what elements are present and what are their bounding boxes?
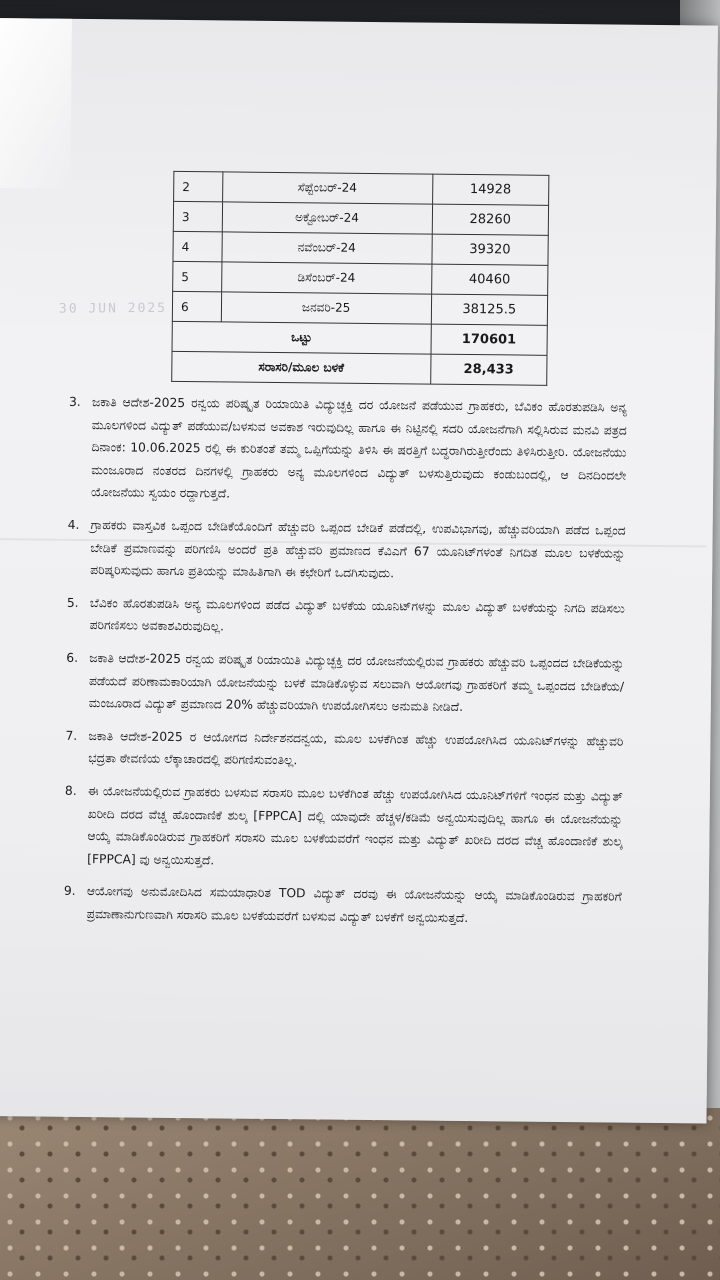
condition-number: 7. <box>65 728 78 743</box>
condition-text: ಬೆವಿಕಂ ಹೊರತುಪಡಿಸಿ ಅನ್ಯ ಮೂಲಗಳಿಂದ ಪಡೆದ ವಿದ್ಯುತ್ ಬಳಕೆಯ ಯೂನಿಟ್‌ಗಳನ್ನು ಮೂಲ ವಿದ್ಯುತ್ ಬಳಕೆಯನ್ನು ನಿಗದಿ ಪಡಿಸಲು ಪರಿಗಣಿಸಲು ಅವಕಾಶವಿರುವುದಿಲ್ಲ. <box>89 595 625 634</box>
condition-text: ಗ್ರಾಹಕರು ವಾಸ್ತವಿಕ ಒಪ್ಪಂದ ಬೇಡಿಕೆಯೊಂದಿಗೆ ಹೆಚ್ಚುವರಿ ಒಪ್ಪಂದ ಬೇಡಿಕೆ ಪಡೆದಲ್ಲಿ, ಉಪವಿಭಾಗವು, ಹೆಚ್ಚುವರಿಯಾಗಿ ಪಡೆದ ಒಪ್ಪಂದ ಬೇಡಿಕೆ ಪ್ರಮಾಣವನ್ನು ಪರಿಗಣಿಸಿ ಅಂದರೆ ಪ್ರತಿ ಹೆಚ್ಚುವರಿ ಪ್ರಮಾಣದ ಕೆವಿಎಗೆ 67 ಯೂನಿಟ್‌ಗಳಂತೆ ನಿಗದಿತ ಮೂಲ ಬಳಕೆಯನ್ನು ಪರಿಷ್ಕರಿಸುವುದು ಹಾಗೂ ಪ್ರತಿಯನ್ನು ಮಾಹಿತಿಗಾಗಿ ಈ ಕಛೇರಿಗೆ ಒದಗಿಸುವುದು. <box>90 518 626 581</box>
table-row <box>173 201 548 235</box>
row-value: 14928 <box>432 174 549 205</box>
average-row <box>172 351 547 385</box>
condition-number: 9. <box>63 884 76 899</box>
table-row <box>172 291 547 325</box>
condition-number: 4. <box>67 517 80 532</box>
row-value: 38125.5 <box>431 294 548 325</box>
condition-text: ಜಕಾತಿ ಆದೇಶ-2025 ರನ್ವಯ ಪರಿಷ್ಕೃತ ರಿಯಾಯಿತಿ ವಿದ್ಯುಚ್ಛಕ್ತಿ ದರ ಯೋಜನೆ ಪಡೆಯುವ ಗ್ರಾಹಕರು, ಬೆವಿಕಂ ಹೊರತುಪಡಿಸಿ ಅನ್ಯ ಮೂಲಗಳಿಂದ ವಿದ್ಯುತ್ ಪಡೆಯುವ/ಬಳಸುವ ಅವಕಾಶ ಇರುವುದಿಲ್ಲ ಹಾಗೂ ಈ ನಿಟ್ಟಿನಲ್ಲಿ ಸದರಿ ಯೋಜನೆಗಾಗಿ ಸಲ್ಲಿಸಿರುವ ಮನವಿ ಪತ್ರದ ದಿನಾಂಕ: 10.06.2025 ರಲ್ಲಿ ಈ ಕುರಿತಂತೆ ತಮ್ಮ ಒಪ್ಪಿಗೆಯನ್ನು ತಿಳಿಸಿ ಈ ಷರತ್ತಿಗೆ ಬದ್ಧರಾಗಿರುತ್ತೀರೆಂದು ತಿಳಿಸಿರುತ್ತೀರಿ. ಯೋಜನೆಯು ಮಂಜೂರಾದ ನಂತರದ ದಿನಗಳಲ್ಲಿ ಗ್ರಾಹಕರು ಅನ್ಯ ಮೂಲಗಳಿಂದ ವಿದ್ಯುತ್ ಬಳಸುತ್ತಿರುವುದು ಕಂಡುಬಂದಲ್ಲಿ, ಆ ದಿನದಿಂದಲೇ ಯೋಜನೆಯು ಸ್ವಯಂ ರದ್ದಾಗುತ್ತದೆ. <box>90 395 628 501</box>
condition-text: ಜಕಾತಿ ಆದೇಶ-2025 ರ ಆಯೋಗದ ನಿರ್ದೇಶನದನ್ವಯ, ಮೂಲ ಬಳಕೆಗಿಂತ ಹೆಚ್ಚು ಉಪಯೋಗಿಸಿದ ಯೂನಿಟ್‌ಗಳನ್ನು ಹೆಚ್ಚುವರಿ ಭದ್ರತಾ ಠೇವಣಿಯ ಲೆಕ್ಕಾಚಾರದಲ್ಲಿ ಪರಿಗಣಿಸುವಂತಿಲ್ಲ. <box>88 728 624 768</box>
row-value: 39320 <box>432 234 549 265</box>
condition-item <box>67 592 625 643</box>
row-number: 4 <box>173 231 222 262</box>
conditions-list <box>63 391 627 941</box>
condition-item <box>68 391 627 510</box>
condition-item <box>67 514 626 588</box>
condition-number: 5. <box>66 595 79 610</box>
table-row <box>173 261 548 295</box>
table-row <box>174 171 549 205</box>
average-label: ಸರಾಸರಿ/ಮೂಲ ಬಳಕೆ <box>172 351 431 384</box>
row-number: 6 <box>172 291 221 322</box>
row-number: 5 <box>173 261 222 292</box>
row-month: ಡಿಸೆಂಬರ್-24 <box>221 262 431 294</box>
row-value: 40460 <box>431 264 548 295</box>
condition-number: 3. <box>68 394 81 409</box>
condition-number: 6. <box>66 650 79 665</box>
row-number: 2 <box>174 171 223 202</box>
row-month: ಸೆಪ್ಟೆಂಬರ್-24 <box>222 172 432 204</box>
row-number: 3 <box>173 201 222 232</box>
consumption-table <box>171 171 549 386</box>
condition-number: 8. <box>64 783 77 798</box>
condition-item <box>65 725 623 776</box>
table-row <box>173 231 548 265</box>
condition-text: ಈ ಯೋಜನೆಯಲ್ಲಿರುವ ಗ್ರಾಹಕರು ಬಳಸುವ ಸರಾಸರಿ ಮೂಲ ಬಳಕೆಗಿಂತ ಹೆಚ್ಚು ಉಪಯೋಗಿಸಿದ ಯೂನಿಟ್‌ಗಳಿಗೆ ಇಂಧನ ಮತ್ತು ವಿದ್ಯುತ್ ಖರೀದಿ ದರದ ವೆಚ್ಚ ಹೊಂದಾಣಿಕೆ ಶುಲ್ಕ [FPPCA] ದಲ್ಲಿ ಯಾವುದೇ ಹೆಚ್ಚಳ/ಕಡಿಮೆ ಅನ್ವಯಿಸುವುದಿಲ್ಲ ಹಾಗೂ ಈ ಯೋಜನೆಯನ್ನು ಆಯ್ಕೆ ಮಾಡಿಕೊಂಡಿರುವ ಗ್ರಾಹಕರಿಗೆ ಸರಾಸರಿ ಮೂಲ ಬಳಕೆಯವರೆಗೆ ಇಂಧನ ಮತ್ತು ವಿದ್ಯುತ್ ಖರೀದಿ ದರದ ವೆಚ್ಚ ಹೊಂದಾಣಿಕೆ ಶುಲ್ಕ [FPPCA] ವು ಅನ್ವಯಿಸುತ್ತದೆ. <box>87 783 623 868</box>
page-curl <box>0 18 72 189</box>
condition-text: ಜಕಾತಿ ಆದೇಶ-2025 ರನ್ವಯ ಪರಿಷ್ಕೃತ ರಿಯಾಯಿತಿ ವಿದ್ಯುಚ್ಛಕ್ತಿ ದರ ಯೋಜನೆಯಲ್ಲಿರುವ ಗ್ರಾಹಕರು ಹೆಚ್ಚುವರಿ ಒಪ್ಪಂದದ ಬೇಡಿಕೆಯನ್ನು ಪಡೆಯದೆ ಪರಿಣಾಮಕಾರಿಯಾಗಿ ಯೋಜನೆಯನ್ನು ಬಳಕೆ ಮಾಡಿಕೊಳ್ಳುವ ಸಲುವಾಗಿ ಆಯೋಗವು ಗ್ರಾಹಕರಿಗೆ ತಮ್ಮ ಒಪ್ಪಂದದ ಬೇಡಿಕೆಯ/ ಮಂಜೂರಾದ ವಿದ್ಯುತ್ ಪ್ರಮಾಣದ 20% ಹೆಚ್ಚುವರಿಯಾಗಿ ಉಪಯೋಗಿಸಲು ಅನುಮತಿ ನೀಡಿದೆ. <box>88 650 625 715</box>
row-month: ಅಕ್ಟೋಬರ್-24 <box>222 202 432 234</box>
condition-text: ಆಯೋಗವು ಅನುಮೋದಿಸಿದ ಸಮಯಾಧಾರಿತ TOD ವಿದ್ಯುತ್ ದರವು ಈ ಯೋಜನೆಯನ್ನು ಆಯ್ಕೆ ಮಾಡಿಕೊಂಡಿರುವ ಗ್ರಾಹಕರಿಗೆ ಪ್ರಮಾಣಾನುಗುಣವಾಗಿ ಸರಾಸರಿ ಮೂಲ ಬಳಕೆಯವರೆಗೆ ಬಳಸುವ ವಿದ್ಯುತ್ ಬಳಕೆಗೆ ಅನ್ವಯಿಸುತ್ತದೆ. <box>86 884 622 925</box>
row-month: ಜನವರಿ-25 <box>221 292 431 324</box>
total-label: ಒಟ್ಟು <box>172 321 431 354</box>
document-page <box>0 18 718 1124</box>
row-value: 28260 <box>432 204 549 235</box>
average-value: 28,433 <box>430 354 547 385</box>
total-row <box>172 321 547 355</box>
row-month: ನವೆಂಬರ್-24 <box>222 232 432 264</box>
condition-item <box>64 780 623 876</box>
condition-item <box>64 880 622 931</box>
total-value: 170601 <box>431 324 548 355</box>
faded-date-stamp: 30 JUN 2025 <box>58 300 168 317</box>
condition-item <box>66 647 625 721</box>
background-cloth <box>0 1108 720 1280</box>
